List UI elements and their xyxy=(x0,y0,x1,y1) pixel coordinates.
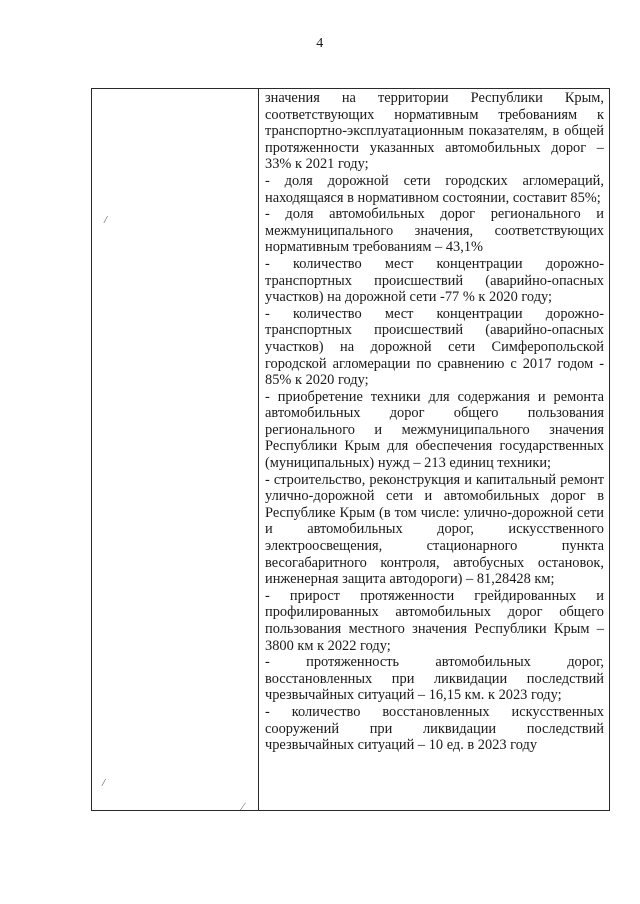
content-table xyxy=(91,88,610,811)
indicator-paragraph: - количество мест концентрации дорожно-транспортных происшествий (аварийно-опасных участков) на дорожной сети -77 % к 2020 году; xyxy=(265,255,604,306)
indicator-paragraph: - доля дорожной сети городских агломераций, находящаяся в нормативном состоянии, составит 85%; xyxy=(265,172,604,206)
indicator-paragraph: - приобретение техники для содержания и ремонта автомобильных дорог общего пользования регионального и межмуниципального значения Республики Крым для обеспечения государственных (муниципальных) нужд – 213 единиц техники; xyxy=(265,388,604,472)
indicator-paragraph: - количество мест концентрации дорожно-транспортных происшествий (аварийно-опасных участков) на дорожной сети Симферопольской городской агломерации по сравнению с 2017 годом - 85% к 2020 году; xyxy=(265,305,604,389)
indicator-paragraph: значения на территории Республики Крым, соответствующих нормативным требованиям к транспортно-эксплуатационным показателям, в общей протяженности указанных автомобильных дорог – 33% к 2021 году; xyxy=(265,90,604,173)
indicator-paragraph: - строительство, реконструкция и капитальный ремонт улично-дорожной сети и автомобильных дорог в Республике Крым (в том числе: улично-дорожной сети и автомобильных дорог, искусственного электроосвещения, стационарного пункта весогабаритного контроля, автобусных остановок, инженерная защита автодороги) – 81,28428 км; xyxy=(265,471,604,588)
indicator-paragraph: - протяженность автомобильных дорог, восстановленных при ликвидации последствий чрезвычайных ситуаций – 16,15 км. к 2023 году; xyxy=(265,654,604,704)
scan-artifact-mark: / xyxy=(102,777,106,789)
indicator-paragraph: - количество восстановленных искусственных сооружений при ликвидации последствий чрезвычайных ситуаций – 10 ед. в 2023 году xyxy=(265,703,604,754)
scan-artifact-mark: ∕ xyxy=(242,801,244,813)
table-left-column xyxy=(92,89,259,813)
table-right-column xyxy=(259,89,609,810)
indicator-paragraph: - прирост протяженности грейдированных и профилированных автомобильных дорог общего пользования местного значения Республики Крым – 3800 км к 2022 году; xyxy=(265,587,604,654)
scan-artifact-mark: / xyxy=(104,214,108,226)
indicator-paragraph: - доля автомобильных дорог регионального и межмуниципального значения, соответствующих нормативным требованиям – 43,1% xyxy=(265,206,604,256)
page-number: 4 xyxy=(316,36,324,51)
